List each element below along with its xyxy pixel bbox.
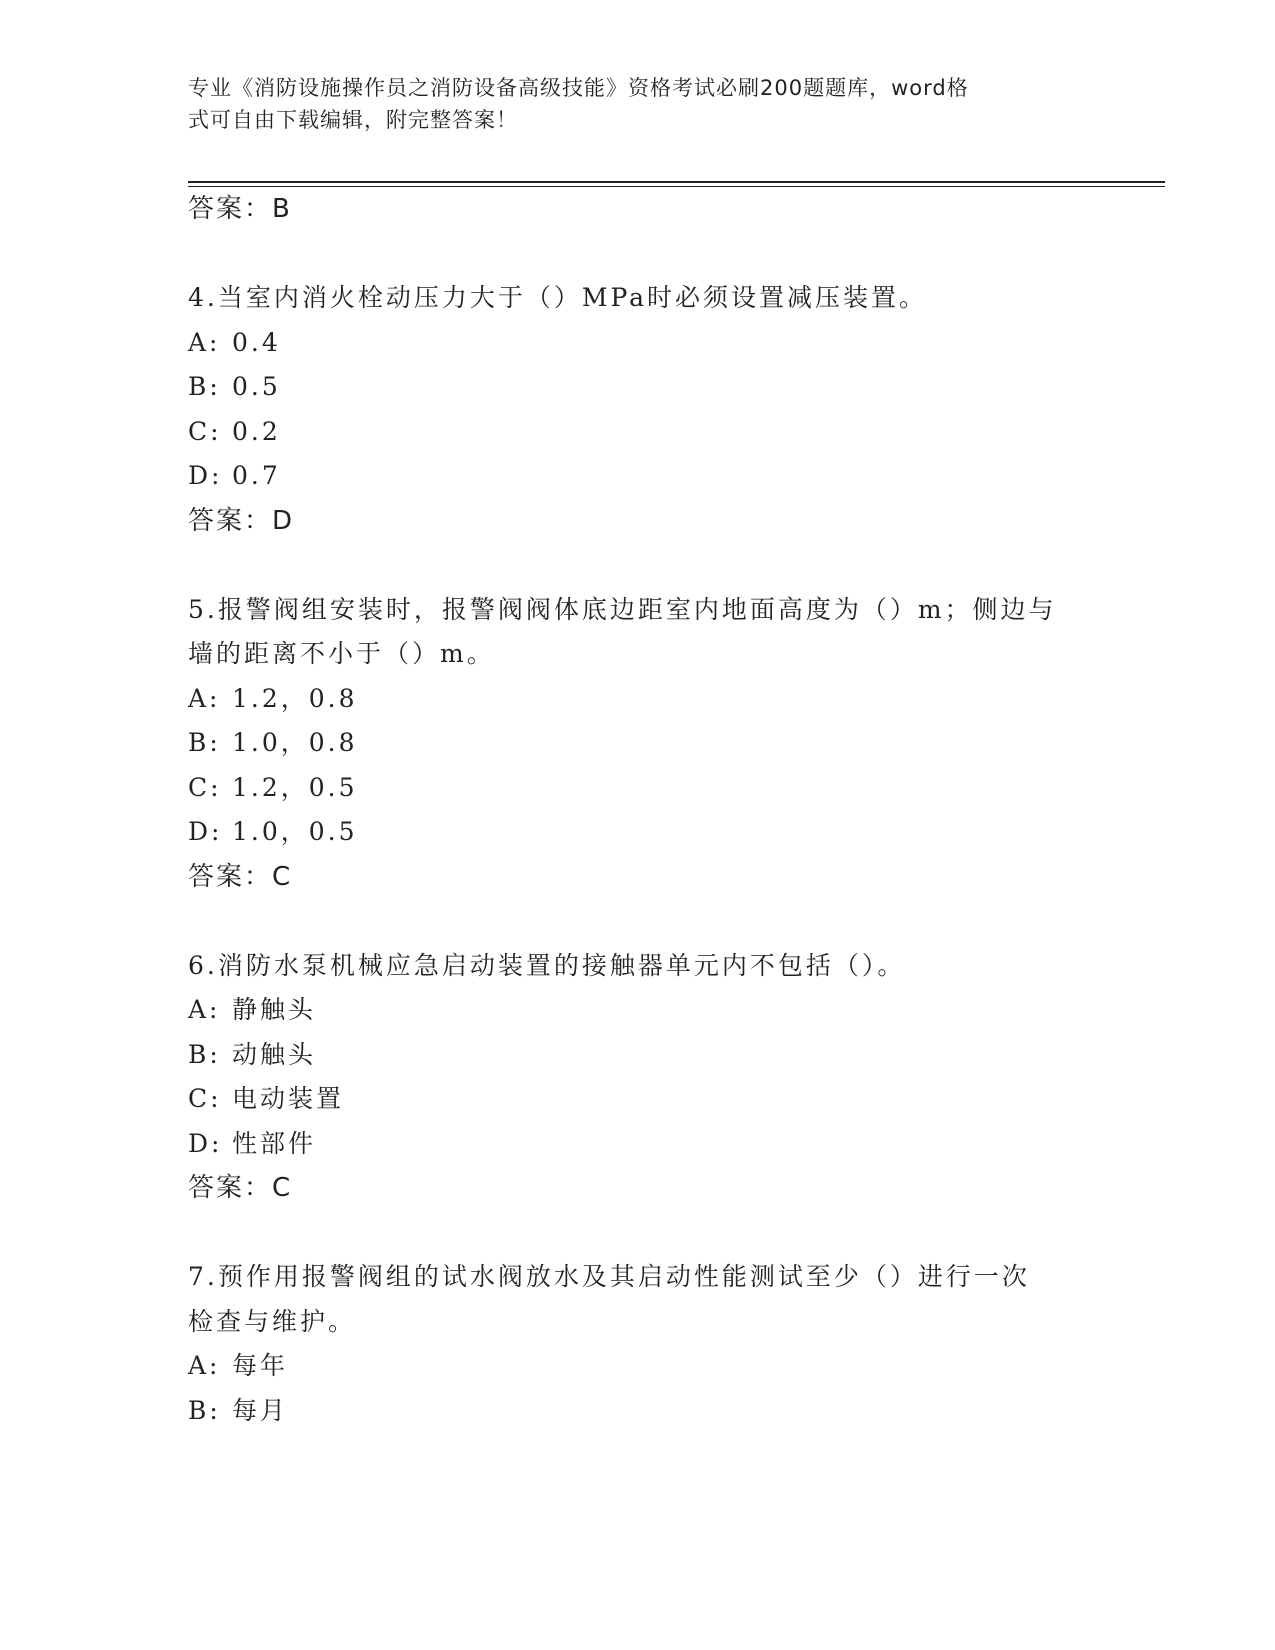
question-5-option-d: D: 1.0，0.5: [188, 817, 358, 846]
question-7-text-line-1: 7.预作用报警阀组的试水阀放水及其启动性能测试至少（）进行一次: [188, 1262, 1030, 1291]
question-5-option-c: C: 1.2，0.5: [188, 773, 358, 802]
question-7-option-b: B: 每月: [188, 1396, 289, 1425]
question-4-option-b: B: 0.5: [188, 372, 281, 401]
question-6-option-b: B: 动触头: [188, 1040, 317, 1069]
question-4-option-a: A: 0.4: [188, 328, 281, 357]
question-4-option-d: D: 0.7: [188, 461, 281, 490]
question-6-option-a: A: 静触头: [188, 995, 317, 1024]
header-line-1: 专业《消防设施操作员之消防设备高级技能》资格考试必刷200题题库，word格: [188, 76, 969, 100]
header-line-2: 式可自由下载编辑，附完整答案！: [188, 108, 518, 132]
question-4-text: 4.当室内消火栓动压力大于（）MPa时必须设置减压装置。: [188, 283, 928, 312]
question-4-answer: 答案：D: [188, 506, 295, 536]
question-5-option-b: B: 1.0，0.8: [188, 728, 358, 757]
question-7-text-line-2: 检查与维护。: [188, 1307, 357, 1336]
answer-prev: 答案：B: [188, 194, 292, 224]
question-4-option-c: C: 0.2: [188, 417, 281, 446]
header-rule-thin: [188, 186, 1165, 187]
question-5-option-a: A: 1.2，0.8: [188, 684, 358, 713]
header-rule-thick: [188, 181, 1165, 183]
question-6-answer: 答案：C: [188, 1173, 293, 1203]
question-5-text-line-1: 5.报警阀组安装时，报警阀阀体底边距室内地面高度为（）m；侧边与: [188, 595, 1057, 624]
question-6-option-c: C: 电动装置: [188, 1084, 345, 1113]
document-header: [188, 72, 1088, 136]
question-6-text: 6.消防水泵机械应急启动装置的接触器单元内不包括（）。: [188, 951, 906, 980]
question-5-text-line-2: 墙的距离不小于（）m。: [188, 639, 495, 668]
question-7-option-a: A: 每年: [188, 1351, 289, 1380]
question-6-option-d: D: 性部件: [188, 1129, 317, 1158]
question-5-answer: 答案：C: [188, 862, 293, 892]
